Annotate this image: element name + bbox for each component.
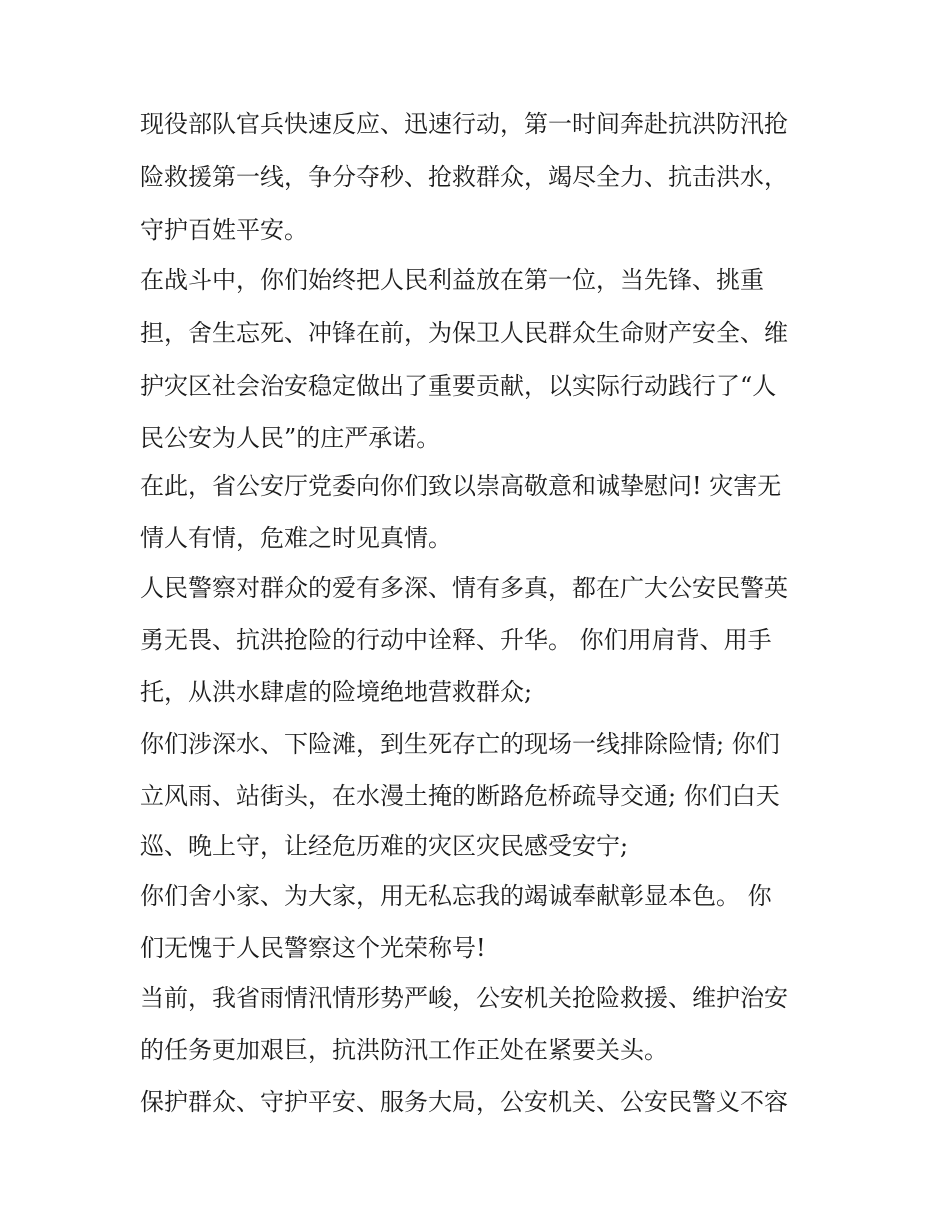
text-line: 担，舍生忘死、冲锋在前，为保卫人民群众生命财产安全、维 [140, 319, 788, 347]
text-line: 你们舍小家、为大家，用无私忘我的竭诚奉献彰显本色。 你 [140, 882, 772, 910]
text-line: 护灾区社会治安稳定做出了重要贡献，以实际行动践行了“人 [140, 372, 777, 400]
text-line: 当前，我省雨情汛情形势严峻，公安机关抢险救援、维护治安 [140, 984, 788, 1012]
text-line: 险救援第一线，争分夺秒、抢救群众，竭尽全力、抗击洪水， [140, 163, 788, 191]
text-line: 在战斗中，你们始终把人民利益放在第一位，当先锋、挑重 [140, 266, 764, 294]
text-line: 现役部队官兵快速反应、迅速行动，第一时间奔赴抗洪防汛抢 [140, 110, 788, 138]
text-line: 情人有情，危难之时见真情。 [140, 524, 452, 552]
text-line: 在此，省公安厅党委向你们致以崇高敬意和诚挚慰问! 灾害无 [140, 472, 782, 500]
text-line: 的任务更加艰巨，抗洪防汛工作正处在紧要关头。 [140, 1036, 668, 1064]
text-line: 保护群众、守护平安、服务大局，公安机关、公安民警义不容 [140, 1088, 788, 1116]
text-line: 立风雨、站街头，在水漫土掩的断路危桥疏导交通; 你们白天 [140, 782, 780, 810]
text-line: 托，从洪水肆虐的险境绝地营救群众; [140, 678, 533, 706]
text-line: 民公安为人民”的庄严承诺。 [140, 424, 441, 452]
text-line: 们无愧于人民警察这个光荣称号! [140, 934, 486, 962]
text-line: 你们涉深水、下险滩，到生死存亡的现场一线排除险情; 你们 [140, 730, 780, 758]
text-line: 巡、晚上守，让经危历难的灾区灾民感受安宁; [140, 832, 629, 860]
text-line: 守护百姓平安。 [140, 216, 308, 244]
text-line: 勇无畏、抗洪抢险的行动中诠释、升华。 你们用肩背、用手 [140, 626, 772, 654]
text-line: 人民警察对群众的爱有多深、情有多真，都在广大公安民警英 [140, 574, 788, 602]
